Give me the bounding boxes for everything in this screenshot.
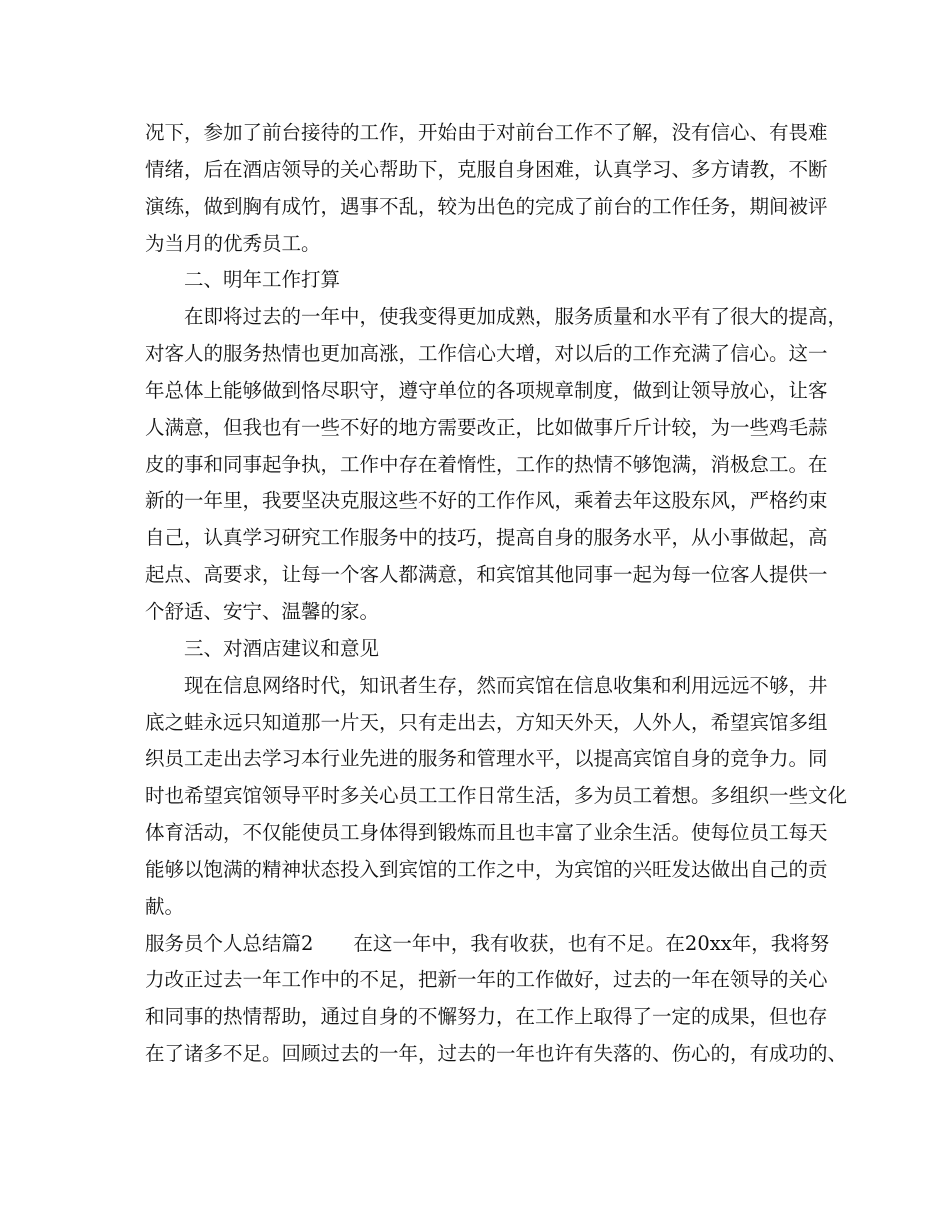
- article-title-line: [145, 926, 830, 963]
- body-line: 年总体上能够做到恪尽职守，遵守单位的各项规章制度，做到让领导放心，让客: [145, 378, 828, 402]
- body-line: 情绪，后在酒店领导的关心帮助下，克服自身困难，认真学习、多方请教，不断: [145, 157, 828, 181]
- body-line: 新的一年里，我要坚决克服这些不好的工作作风，乘着去年这股东风，严格约束: [145, 489, 828, 513]
- body-line: 献。: [145, 894, 185, 918]
- body-line: 底之蛙永远只知道那一片天，只有走出去，方知天外天，人外人，希望宾馆多组: [145, 710, 828, 734]
- body-line: 个舒适、安宁、温馨的家。: [145, 599, 380, 623]
- body-line: 皮的事和同事起争执，工作中存在着惰性，工作的热情不够饱满，消极怠工。在: [145, 452, 828, 476]
- section-heading-suggestions: 三、对酒店建议和意见: [184, 636, 380, 660]
- body-line: 自己，认真学习研究工作服务中的技巧，提高自身的服务水平，从小事做起，高: [145, 526, 828, 550]
- body-line: 和同事的热情帮助，通过自身的不懈努力，在工作上取得了一定的成果，但也存: [145, 1005, 828, 1029]
- body-line: 织员工走出去学习本行业先进的服务和管理水平，以提高宾馆自身的竞争力。同: [145, 747, 828, 771]
- article-intro: 在这一年中，我有收获，也有不足。在20xx年，我将努: [353, 931, 830, 955]
- body-line: 人满意，但我也有一些不好的地方需要改正，比如做事斤斤计较，为一些鸡毛蒜: [145, 415, 828, 439]
- article-title: 服务员个人总结篇2: [145, 931, 314, 955]
- body-line: 况下，参加了前台接待的工作，开始由于对前台工作不了解，没有信心、有畏难: [145, 121, 828, 144]
- body-line: 起点、高要求，让每一个客人都满意，和宾馆其他同事一起为每一位客人提供一: [145, 563, 828, 587]
- body-line: 时也希望宾馆领导平时多关心员工工作日常生活，多为员工着想。多组织一些文化: [145, 784, 848, 808]
- body-line: 能够以饱满的精神状态投入到宾馆的工作之中，为宾馆的兴旺发达做出自己的贡: [145, 857, 828, 881]
- body-line: 力改正过去一年工作中的不足，把新一年的工作做好，过去的一年在领导的关心: [145, 968, 828, 992]
- section-heading-plan: 二、明年工作打算: [184, 268, 341, 292]
- body-line: 演练，做到胸有成竹，遇事不乱，较为出色的完成了前台的工作任务，期间被评: [145, 194, 828, 218]
- body-line: 在即将过去的一年中，使我变得更加成熟，服务质量和水平有了很大的提高，: [184, 305, 848, 329]
- body-line: 体育活动，不仅能使员工身体得到锻炼而且也丰富了业余生活。使每位员工每天: [145, 821, 828, 845]
- body-line: 现在信息网络时代，知讯者生存，然而宾馆在信息收集和利用远远不够，井: [184, 673, 828, 697]
- body-line: 为当月的优秀员工。: [145, 231, 321, 255]
- body-line: 对客人的服务热情也更加高涨，工作信心大增，对以后的工作充满了信心。这一: [145, 342, 828, 366]
- body-line: 在了诸多不足。回顾过去的一年，过去的一年也许有失落的、伤心的，有成功的、: [145, 1042, 848, 1066]
- document-body: [145, 115, 848, 1073]
